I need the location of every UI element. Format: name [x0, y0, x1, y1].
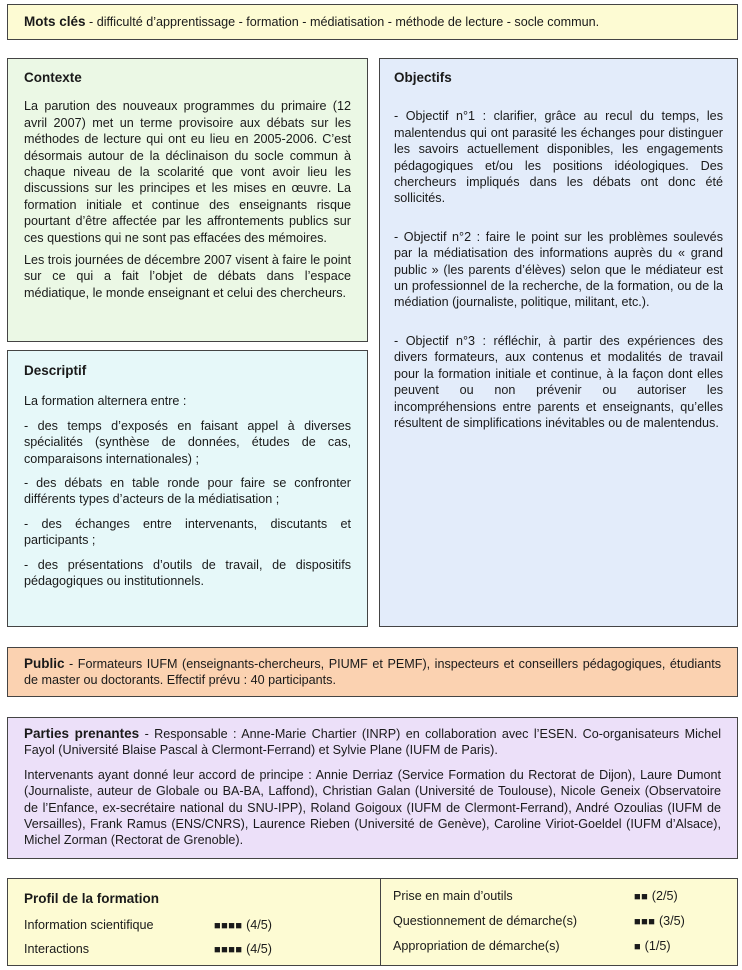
- descriptif-item: - des débats en table ronde pour faire se confronter différents types d’acteurs de la médiatisation ;: [24, 476, 351, 507]
- profile-label: Appropriation de démarche(s): [393, 939, 560, 953]
- profile-label: Prise en main d’outils: [393, 889, 513, 903]
- public-box: [7, 647, 738, 697]
- profile-title: Profil de la formation: [24, 891, 160, 906]
- rating-score: (3/5): [658, 914, 685, 928]
- rating-squares: ■■■■: [214, 920, 243, 932]
- profile-rating: [214, 918, 272, 932]
- public-text: - Formateurs IUFM (enseignants-chercheurs, PIUMF et PEMF), inspecteurs et conseillers pédagogiques, étudiants de master ou doctorants. Effectif prévu : 40 participants.: [24, 657, 721, 688]
- profile-row: [393, 914, 577, 928]
- descriptif-item: - des échanges entre intervenants, discutants et participants ;: [24, 516, 351, 548]
- profile-rating: [634, 939, 671, 953]
- rating-score: (1/5): [644, 939, 671, 953]
- profile-row: [393, 889, 513, 903]
- profile-label: Interactions: [24, 942, 90, 956]
- profile-rating: [214, 942, 272, 956]
- profile-rating: [634, 889, 678, 903]
- context-box: [7, 58, 368, 342]
- objectives-box: [379, 58, 738, 627]
- rating-score: (4/5): [246, 942, 272, 956]
- descriptif-item: - des temps d’exposés en faisant appel à diverses spécialités (synthèse de données, études de cas, comparaisons internationales) ;: [24, 418, 351, 466]
- keywords-title: Mots clés: [24, 14, 86, 29]
- descriptif-intro: La formation alternera entre :: [24, 394, 187, 409]
- objectives-title: Objectifs: [394, 70, 452, 85]
- profile-row: [393, 939, 560, 953]
- context-title: Contexte: [24, 70, 82, 85]
- profile-label: Information scientifique: [24, 918, 154, 932]
- public-title: Public: [24, 656, 65, 671]
- rating-squares: ■■■: [634, 916, 656, 928]
- stakeholders-title: Parties prenantes: [24, 726, 140, 741]
- stakeholders-text-2: Intervenants ayant donné leur accord de principe : Annie Derriaz (Service Formation du Rectorat de Dijon), Laure Dumont (Journaliste, auteur de Globale ou BA-BA, Laffond), Christian Galan (Université de Toulouse), Nicole Geneix (Observatoire de l’Enfance, ex-secrétaire national du SNU-IPP), Roland Goigoux (IUFM de Clermont-Ferrand), André Ozoulias (IUFM de Versailles), Frank Ramus (ENS/CNRS), Laurence Rieben (Université de Genève), Caroline Viriot-Goeldel (IUFM d’Alsace), Michel Zorman (Rectorat de Grenoble).: [24, 767, 721, 848]
- keywords-text: - difficulté d’apprentissage - formation - médiatisation - méthode de lecture - socle commun.: [85, 15, 600, 29]
- rating-squares: ■■■■: [214, 944, 243, 956]
- context-paragraph-1: La parution des nouveaux programmes du primaire (12 avril 2007) met un terme provisoire aux débats sur les méthodes de lecture qui ont eu lieu en 2005-2006. C’est désormais autour de la déclinaison du socle commun à chaque niveau de la scolarité que vont avoir lieu les discussions sur les principes et les mises en œuvre. La formation initiale et continue des enseignants risque pourtant d’être affectée par les affrontements publics sur ces questions qui ne sont pas effacées des mémoires.: [24, 99, 351, 245]
- profile-row: [24, 942, 89, 956]
- profile-row: [24, 918, 154, 932]
- rating-squares: ■■: [634, 891, 649, 903]
- profile-box: [7, 878, 738, 966]
- context-paragraph-2: Les trois journées de décembre 2007 visent à faire le point sur ce qui a fait l’objet de débats dans l’espace médiatique, le monde enseignant et celui des chercheurs.: [24, 253, 351, 300]
- stakeholders-text-1: - Responsable : Anne-Marie Chartier (INRP) en collaboration avec l’ESEN. Co-organisateurs Michel Fayol (Université Blaise Pascal à Clermont-Ferrand) et Sylvie Plane (IUFM de Paris).: [24, 727, 721, 758]
- profile-divider: [380, 879, 381, 965]
- profile-label: Questionnement de démarche(s): [393, 914, 578, 928]
- stakeholders-box: [7, 717, 738, 859]
- descriptif-box: [7, 350, 368, 627]
- rating-squares: ■: [634, 941, 642, 953]
- rating-score: (2/5): [651, 889, 678, 903]
- descriptif-item: - des présentations d’outils de travail, de dispositifs pédagogiques ou institutionnels.: [24, 557, 351, 589]
- profile-rating: [634, 914, 685, 928]
- objective-2: - Objectif n°2 : faire le point sur les problèmes soulevés par la médiatisation des informations auprès du « grand public » (les parents d’élèves) selon que le médiateur est un professionnel de la recherche, de la formation, ou de la médiation (journaliste, politique, militant, etc.).: [394, 229, 723, 310]
- keywords-box: [7, 4, 738, 40]
- descriptif-title: Descriptif: [24, 363, 87, 378]
- objective-3: - Objectif n°3 : réfléchir, à partir des expériences des divers formateurs, aux contenus et modalités de travail pour la formation initiale et continue, à la façon dont elles peuvent ou non prévenir ou autoriser les incompréhensions entre parents et enseignants, qu’elles résultent de simplifications inévitables ou de malentendus.: [394, 333, 723, 430]
- rating-score: (4/5): [246, 918, 272, 932]
- objective-1: - Objectif n°1 : clarifier, grâce au recul du temps, les malentendus qui ont parasité les échanges pour distinguer les savoirs actuellement disponibles, les engagements pédagogiques et/ou les positions idéologiques. Des chercheurs impliqués dans les débats ont donc été sollicités.: [394, 109, 723, 206]
